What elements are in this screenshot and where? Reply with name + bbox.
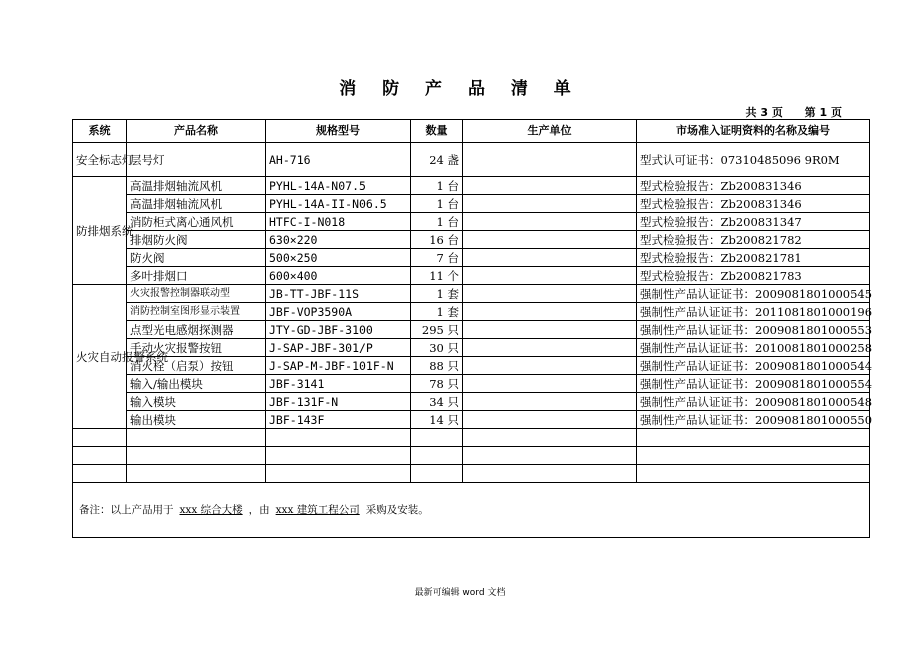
header-model: 规格型号 [266, 120, 411, 143]
empty-cell [411, 447, 463, 465]
product-model: HTFC-I-N018 [266, 213, 411, 231]
product-quantity: 1 台 [411, 177, 463, 195]
table-row [73, 231, 870, 249]
product-maker [463, 321, 637, 339]
note-project: xxx 综合大楼 [179, 504, 243, 516]
table-row [73, 195, 870, 213]
product-maker [463, 231, 637, 249]
header-row [73, 120, 870, 143]
product-quantity: 295 只 [411, 321, 463, 339]
product-certificate: 强制性产品认证证书：2009081801000554 [637, 375, 870, 393]
product-name: 高温排烟轴流风机 [127, 177, 266, 195]
product-maker [463, 213, 637, 231]
product-maker [463, 411, 637, 429]
empty-cell [463, 465, 637, 483]
product-certificate: 型式认可证书：07310485096 9R0M [637, 143, 870, 177]
product-name: 防火阀 [127, 249, 266, 267]
empty-cell [637, 465, 870, 483]
empty-cell [411, 465, 463, 483]
product-table [72, 119, 873, 538]
product-model: 500×250 [266, 249, 411, 267]
product-maker [463, 285, 637, 303]
empty-cell [266, 429, 411, 447]
table-row [73, 303, 870, 321]
product-quantity: 1 台 [411, 195, 463, 213]
product-name: 输入模块 [127, 393, 266, 411]
product-certificate: 型式检验报告：Zb200821781 [637, 249, 870, 267]
product-quantity: 14 只 [411, 411, 463, 429]
product-quantity: 1 台 [411, 213, 463, 231]
empty-cell [127, 447, 266, 465]
product-quantity: 24 盏 [411, 143, 463, 177]
table-row [73, 393, 870, 411]
page-footer: 最新可编辑 word 文档 [414, 588, 506, 598]
table-row [73, 213, 870, 231]
note-middle: ，由 [248, 504, 270, 516]
product-quantity: 16 台 [411, 231, 463, 249]
product-certificate: 强制性产品认证证书：2011081801000196 [637, 303, 870, 321]
product-name: 多叶排烟口 [127, 267, 266, 285]
empty-cell [127, 429, 266, 447]
empty-row [73, 447, 870, 465]
product-quantity: 1 套 [411, 303, 463, 321]
product-quantity: 7 台 [411, 249, 463, 267]
empty-cell [266, 447, 411, 465]
page-info [728, 104, 843, 120]
product-model: J-SAP-M-JBF-101F-N [266, 357, 411, 375]
table-row [73, 177, 870, 195]
product-certificate: 强制性产品认证证书：2009081801000545 [637, 285, 870, 303]
product-certificate: 型式检验报告：Zb200831346 [637, 195, 870, 213]
product-model: JB-TT-JBF-11S [266, 285, 411, 303]
product-model: PYHL-14A-N07.5 [266, 177, 411, 195]
product-model: JTY-GD-JBF-3100 [266, 321, 411, 339]
empty-cell [73, 465, 127, 483]
empty-cell [73, 447, 127, 465]
product-name: 消火栓（启泵）按钮 [127, 357, 266, 375]
empty-cell [463, 447, 637, 465]
product-certificate: 型式检验报告：Zb200821782 [637, 231, 870, 249]
empty-cell [637, 447, 870, 465]
product-certificate: 强制性产品认证证书：2009081801000544 [637, 357, 870, 375]
product-model: JBF-143F [266, 411, 411, 429]
product-name: 点型光电感烟探测器 [127, 321, 266, 339]
product-name: 层号灯 [127, 143, 266, 177]
table-row [73, 339, 870, 357]
product-certificate: 型式检验报告：Zb200821783 [637, 267, 870, 285]
product-maker [463, 357, 637, 375]
product-maker [463, 303, 637, 321]
product-quantity: 1 套 [411, 285, 463, 303]
note-prefix: 备注：以上产品用于 [79, 504, 174, 516]
product-model: JBF-3141 [266, 375, 411, 393]
empty-row [73, 465, 870, 483]
header-quantity: 数量 [411, 120, 463, 143]
table-row [73, 267, 870, 285]
table-row [73, 357, 870, 375]
header-certificate: 市场准入证明资料的名称及编号 [637, 120, 870, 143]
table-row [73, 375, 870, 393]
header-manufacturer: 生产单位 [463, 120, 637, 143]
product-name: 高温排烟轴流风机 [127, 195, 266, 213]
product-maker [463, 267, 637, 285]
product-name: 消防控制室图形显示装置 [127, 303, 266, 321]
product-quantity: 30 只 [411, 339, 463, 357]
product-maker [463, 393, 637, 411]
product-certificate: 强制性产品认证证书：2009081801000553 [637, 321, 870, 339]
product-maker [463, 177, 637, 195]
header-system: 系统 [73, 120, 127, 143]
table-row [73, 411, 870, 429]
product-maker [463, 143, 637, 177]
table-row [73, 285, 870, 303]
product-model: 630×220 [266, 231, 411, 249]
product-model: JBF-VOP3590A [266, 303, 411, 321]
product-maker [463, 339, 637, 357]
empty-cell [637, 429, 870, 447]
product-quantity: 34 只 [411, 393, 463, 411]
empty-cell [411, 429, 463, 447]
product-model: 600×400 [266, 267, 411, 285]
product-model: PYHL-14A-II-N06.5 [266, 195, 411, 213]
product-maker [463, 195, 637, 213]
product-model: JBF-131F-N [266, 393, 411, 411]
product-certificate: 强制性产品认证证书：2010081801000258 [637, 339, 870, 357]
product-name: 输入/输出模块 [127, 375, 266, 393]
product-certificate: 型式检验报告：Zb200831347 [637, 213, 870, 231]
product-name: 输出模块 [127, 411, 266, 429]
product-name: 排烟防火阀 [127, 231, 266, 249]
page-current: 第 1 页 [804, 106, 842, 119]
product-certificate: 型式检验报告：Zb200831346 [637, 177, 870, 195]
empty-cell [127, 465, 266, 483]
product-name: 消防柜式离心通风机 [127, 213, 266, 231]
empty-cell [266, 465, 411, 483]
note-row [73, 483, 870, 538]
product-certificate: 强制性产品认证证书：2009081801000550 [637, 411, 870, 429]
note-cell [73, 483, 870, 538]
product-maker [463, 375, 637, 393]
note-company: xxx 建筑工程公司 [275, 504, 360, 516]
product-quantity: 78 只 [411, 375, 463, 393]
system-cell: 安全标志灯 [73, 143, 127, 177]
table-row [73, 143, 870, 177]
product-certificate: 强制性产品认证证书：2009081801000548 [637, 393, 870, 411]
table-row [73, 321, 870, 339]
product-name: 火灾报警控制器联动型 [127, 285, 266, 303]
header-product-name: 产品名称 [127, 120, 266, 143]
system-cell: 火灾自动报警系统 [73, 285, 127, 429]
document-title: 消 防 产 品 清 单 [339, 79, 581, 99]
product-quantity: 88 只 [411, 357, 463, 375]
product-quantity: 11 个 [411, 267, 463, 285]
product-model: J-SAP-JBF-301/P [266, 339, 411, 357]
note-suffix: 采购及安装。 [365, 504, 429, 516]
table-row [73, 249, 870, 267]
empty-cell [463, 429, 637, 447]
product-maker [463, 249, 637, 267]
product-name: 手动火灾报警按钮 [127, 339, 266, 357]
empty-cell [73, 429, 127, 447]
system-cell: 防排烟系统 [73, 177, 127, 285]
page-total: 共 3 页 [745, 106, 783, 119]
empty-row [73, 429, 870, 447]
product-model: AH-716 [266, 143, 411, 177]
